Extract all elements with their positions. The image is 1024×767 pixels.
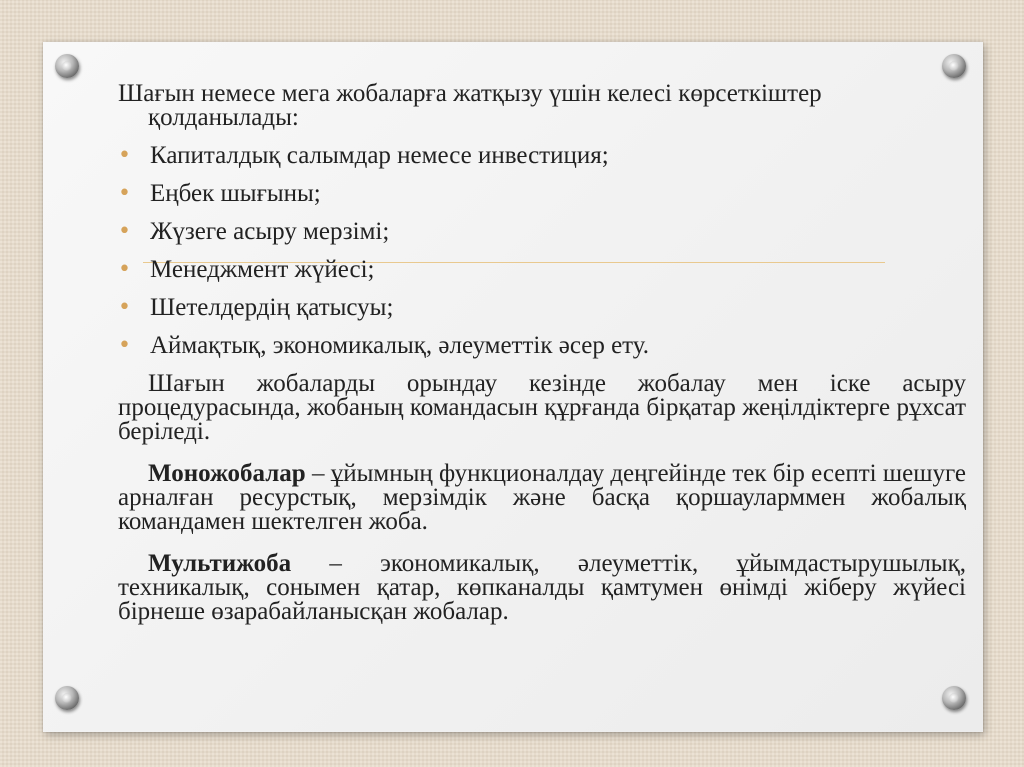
list-item (118, 296, 966, 334)
bullet-text: Жүзеге асыру мерзімі; (150, 218, 390, 245)
bullet-icon: • (118, 143, 131, 168)
term-monoprojects: Моножобалар (148, 460, 306, 487)
bullet-text: Шетелдердің қатысуы; (150, 294, 394, 321)
pushpin-icon (942, 54, 966, 78)
bullet-icon: • (118, 333, 131, 358)
pushpin-icon (55, 686, 79, 710)
definition-multiproject: – экономикалық, әлеуметтік, ұйымдастырушылық, техникалық, сонымен қатар, көпканалды қамтумен өнімді жіберу жүйесі бірнеше өзарабайланысқан жобалар. (118, 550, 966, 625)
list-item (118, 258, 966, 296)
pushpin-icon (55, 54, 79, 78)
slide-content (118, 82, 966, 624)
bullet-text: Аймақтық, экономикалық, әлеуметтік әсер ету. (150, 332, 650, 359)
bullet-icon: • (118, 219, 131, 244)
list-item (118, 220, 966, 258)
intro-text: Шағын немесе мега жобаларға жатқызу үшін келесі көрсеткіштер қолданылады: (118, 80, 822, 131)
bullet-icon: • (118, 257, 131, 282)
paragraph-multiproject (118, 552, 966, 624)
pushpin-icon (942, 686, 966, 710)
list-item (118, 334, 966, 372)
bullet-text: Менеджмент жүйесі; (150, 256, 375, 283)
term-multiproject: Мультижоба (148, 550, 292, 577)
list-item (118, 144, 966, 182)
bullet-text: Капиталдық салымдар немесе инвестиция; (150, 142, 609, 169)
definition-monoprojects: – ұйымның функционалдау деңгейінде тек бір есепті шешуге арналған ресурстық, мерзімдік және басқа қоршауларммен жобалық командамен шектелген жоба. (118, 460, 966, 535)
bullet-text: Еңбек шығыны; (150, 180, 321, 207)
bullet-list (118, 144, 966, 372)
paragraph-monoprojects (118, 462, 966, 534)
bullet-icon: • (118, 181, 131, 206)
list-item (118, 182, 966, 220)
paragraph-small-projects: Шағын жобаларды орындау кезінде жобалау мен іске асыру процедурасында, жобаның командасын құрғанда бірқатар жеңілдіктерге рұхсат беріледі. (118, 370, 966, 445)
bullet-icon: • (118, 295, 131, 320)
